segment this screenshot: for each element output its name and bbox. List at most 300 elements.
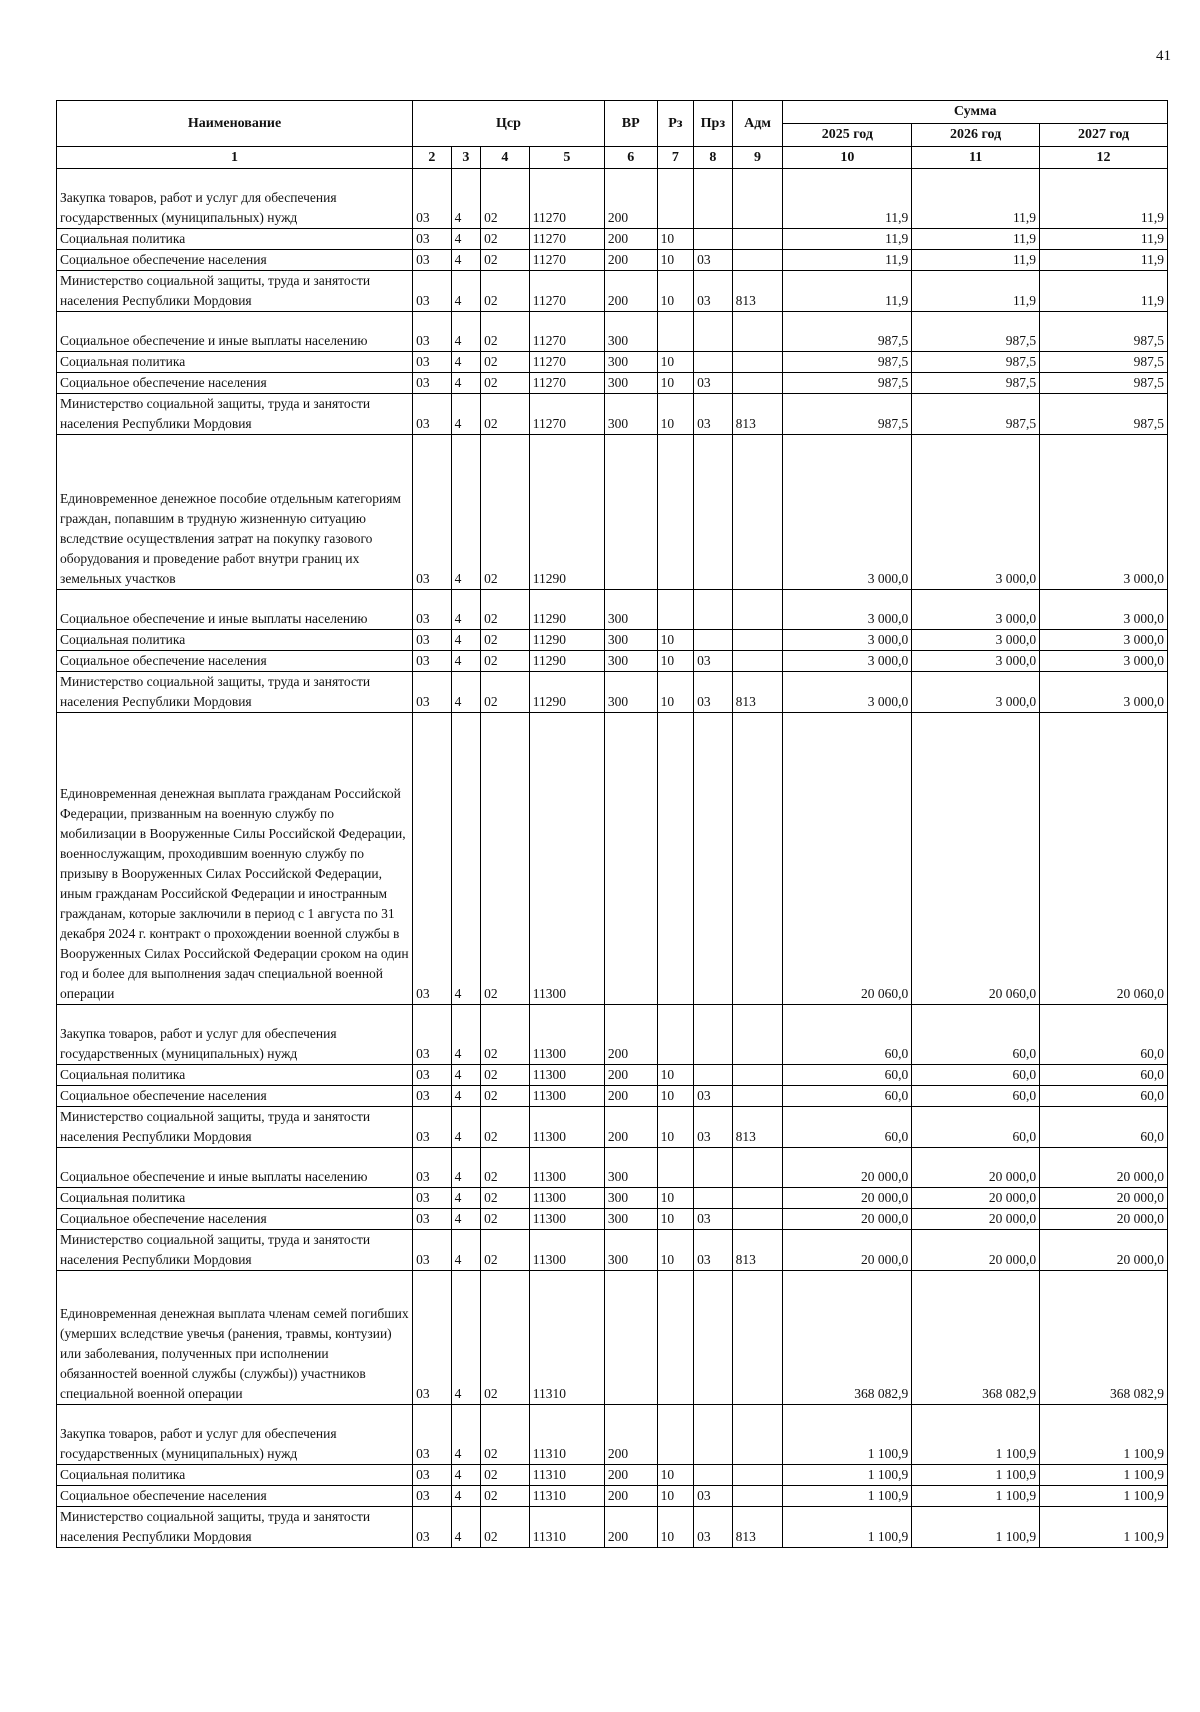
row-name: Единовременное денежное пособие отдельным категориям граждан, попавшим в трудную жизненную ситуацию вследствие осуществления затрат на покупку газового оборудования и проведение работ внутри границ их земельных участков [57,435,413,590]
adm-code [732,1005,783,1065]
prz-code: 03 [694,1209,733,1230]
csr-part-3: 4 [451,1465,480,1486]
csr-part-5: 11310 [529,1405,604,1465]
csr-part-2: 03 [413,352,452,373]
prz-code: 03 [694,1230,733,1271]
prz-code: 03 [694,250,733,271]
amount-2025: 60,0 [783,1005,912,1065]
header-year-2027: 2027 год [1040,124,1168,147]
amount-2027: 3 000,0 [1040,435,1168,590]
amount-2027: 60,0 [1040,1086,1168,1107]
row-name: Министерство социальной защиты, труда и занятости населения Республики Мордовия [57,672,413,713]
amount-2027: 20 000,0 [1040,1230,1168,1271]
amount-2026: 1 100,9 [912,1465,1040,1486]
column-number: 8 [694,147,733,169]
amount-2026: 368 082,9 [912,1271,1040,1405]
amount-2025: 987,5 [783,312,912,352]
table-row [57,1148,1168,1188]
csr-part-4: 02 [481,590,530,630]
amount-2026: 60,0 [912,1065,1040,1086]
vr-code: 200 [604,1486,657,1507]
vr-code: 200 [604,1465,657,1486]
adm-code: 813 [732,1230,783,1271]
adm-code [732,1209,783,1230]
amount-2027: 20 060,0 [1040,713,1168,1005]
amount-2025: 1 100,9 [783,1405,912,1465]
csr-part-5: 11290 [529,590,604,630]
table-row [57,352,1168,373]
csr-part-4: 02 [481,169,530,229]
csr-part-3: 4 [451,250,480,271]
page-number: 41 [1156,48,1171,64]
amount-2026: 3 000,0 [912,672,1040,713]
amount-2026: 60,0 [912,1107,1040,1148]
column-number: 10 [783,147,912,169]
csr-part-5: 11300 [529,1086,604,1107]
csr-part-4: 02 [481,229,530,250]
csr-part-3: 4 [451,1005,480,1065]
header-adm: Адм [732,101,783,147]
rz-code: 10 [657,352,694,373]
vr-code: 200 [604,271,657,312]
csr-part-3: 4 [451,1507,480,1548]
prz-code: 03 [694,373,733,394]
table-row [57,394,1168,435]
prz-code [694,1405,733,1465]
csr-part-2: 03 [413,435,452,590]
prz-code [694,229,733,250]
rz-code: 10 [657,1107,694,1148]
csr-part-2: 03 [413,1005,452,1065]
amount-2027: 987,5 [1040,394,1168,435]
prz-code [694,1271,733,1405]
csr-part-4: 02 [481,1486,530,1507]
csr-part-4: 02 [481,1188,530,1209]
amount-2025: 11,9 [783,169,912,229]
prz-code [694,1188,733,1209]
adm-code: 813 [732,672,783,713]
csr-part-4: 02 [481,394,530,435]
csr-part-2: 03 [413,1107,452,1148]
rz-code: 10 [657,672,694,713]
prz-code [694,435,733,590]
rz-code [657,590,694,630]
csr-part-3: 4 [451,590,480,630]
vr-code: 300 [604,373,657,394]
row-name: Социальная политика [57,352,413,373]
csr-part-2: 03 [413,271,452,312]
row-name: Социальная политика [57,1188,413,1209]
rz-code: 10 [657,229,694,250]
amount-2025: 3 000,0 [783,590,912,630]
amount-2025: 60,0 [783,1086,912,1107]
row-name: Социальное обеспечение населения [57,1086,413,1107]
rz-code [657,1271,694,1405]
csr-part-4: 02 [481,713,530,1005]
amount-2025: 3 000,0 [783,672,912,713]
amount-2025: 20 000,0 [783,1148,912,1188]
row-name: Социальная политика [57,229,413,250]
csr-part-5: 11270 [529,250,604,271]
csr-part-5: 11270 [529,394,604,435]
amount-2025: 20 000,0 [783,1188,912,1209]
amount-2025: 11,9 [783,229,912,250]
amount-2027: 987,5 [1040,312,1168,352]
adm-code [732,229,783,250]
csr-part-5: 11300 [529,1107,604,1148]
adm-code [732,373,783,394]
row-name: Закупка товаров, работ и услуг для обеспечения государственных (муниципальных) нужд [57,1005,413,1065]
table-row [57,1005,1168,1065]
row-name: Социальное обеспечение и иные выплаты населению [57,590,413,630]
header-year-2026: 2026 год [912,124,1040,147]
csr-part-5: 11300 [529,1188,604,1209]
rz-code: 10 [657,1486,694,1507]
amount-2026: 987,5 [912,373,1040,394]
amount-2027: 11,9 [1040,169,1168,229]
amount-2026: 20 060,0 [912,713,1040,1005]
amount-2026: 11,9 [912,229,1040,250]
row-name: Социальная политика [57,1065,413,1086]
row-name: Социальное обеспечение населения [57,1486,413,1507]
amount-2025: 1 100,9 [783,1507,912,1548]
amount-2027: 987,5 [1040,352,1168,373]
table-header [57,101,1168,169]
vr-code: 300 [604,352,657,373]
table-row [57,271,1168,312]
csr-part-3: 4 [451,1065,480,1086]
prz-code [694,1465,733,1486]
table-body [57,169,1168,1548]
csr-part-5: 11300 [529,1005,604,1065]
amount-2025: 3 000,0 [783,630,912,651]
csr-part-2: 03 [413,1148,452,1188]
csr-part-5: 11270 [529,271,604,312]
vr-code: 200 [604,1507,657,1548]
csr-part-2: 03 [413,169,452,229]
row-name: Социальное обеспечение населения [57,250,413,271]
row-name: Закупка товаров, работ и услуг для обеспечения государственных (муниципальных) нужд [57,169,413,229]
csr-part-5: 11300 [529,1148,604,1188]
csr-part-4: 02 [481,672,530,713]
amount-2027: 1 100,9 [1040,1405,1168,1465]
vr-code [604,1271,657,1405]
csr-part-3: 4 [451,1230,480,1271]
header-year-2025: 2025 год [783,124,912,147]
csr-part-5: 11270 [529,229,604,250]
amount-2025: 20 000,0 [783,1230,912,1271]
adm-code [732,713,783,1005]
table-row [57,1188,1168,1209]
amount-2026: 20 000,0 [912,1148,1040,1188]
csr-part-4: 02 [481,1271,530,1405]
csr-part-2: 03 [413,651,452,672]
vr-code: 200 [604,1086,657,1107]
row-name: Социальное обеспечение и иные выплаты населению [57,312,413,352]
csr-part-5: 11270 [529,352,604,373]
adm-code [732,1065,783,1086]
csr-part-4: 02 [481,1065,530,1086]
csr-part-5: 11270 [529,373,604,394]
csr-part-3: 4 [451,1148,480,1188]
csr-part-5: 11300 [529,1065,604,1086]
table-row [57,1086,1168,1107]
prz-code [694,352,733,373]
adm-code [732,630,783,651]
csr-part-5: 11310 [529,1271,604,1405]
amount-2025: 3 000,0 [783,435,912,590]
amount-2026: 60,0 [912,1086,1040,1107]
rz-code [657,435,694,590]
amount-2025: 60,0 [783,1107,912,1148]
amount-2026: 20 000,0 [912,1188,1040,1209]
prz-code [694,713,733,1005]
header-rz: Рз [657,101,694,147]
csr-part-4: 02 [481,1405,530,1465]
column-number: 1 [57,147,413,169]
amount-2026: 987,5 [912,352,1040,373]
amount-2025: 987,5 [783,352,912,373]
amount-2026: 3 000,0 [912,651,1040,672]
adm-code [732,312,783,352]
amount-2027: 60,0 [1040,1107,1168,1148]
vr-code [604,435,657,590]
vr-code: 300 [604,672,657,713]
vr-code: 200 [604,1107,657,1148]
adm-code: 813 [732,271,783,312]
header-vr: ВР [604,101,657,147]
rz-code: 10 [657,1065,694,1086]
adm-code [732,651,783,672]
csr-part-3: 4 [451,312,480,352]
amount-2027: 1 100,9 [1040,1465,1168,1486]
amount-2025: 11,9 [783,250,912,271]
csr-part-2: 03 [413,312,452,352]
prz-code: 03 [694,1107,733,1148]
adm-code [732,1271,783,1405]
rz-code: 10 [657,1507,694,1548]
csr-part-2: 03 [413,630,452,651]
csr-part-5: 11300 [529,713,604,1005]
amount-2025: 20 000,0 [783,1209,912,1230]
rz-code: 10 [657,630,694,651]
amount-2025: 987,5 [783,394,912,435]
table-row [57,1209,1168,1230]
vr-code: 300 [604,651,657,672]
table-row [57,713,1168,1005]
amount-2025: 60,0 [783,1065,912,1086]
adm-code [732,435,783,590]
csr-part-3: 4 [451,1486,480,1507]
rz-code: 10 [657,373,694,394]
csr-part-5: 11310 [529,1507,604,1548]
csr-part-2: 03 [413,1405,452,1465]
table-row [57,250,1168,271]
column-number: 3 [451,147,480,169]
vr-code: 300 [604,312,657,352]
amount-2027: 11,9 [1040,271,1168,312]
row-name: Министерство социальной защиты, труда и занятости населения Республики Мордовия [57,271,413,312]
row-name: Министерство социальной защиты, труда и занятости населения Республики Мордовия [57,1507,413,1548]
csr-part-3: 4 [451,1209,480,1230]
vr-code: 300 [604,1209,657,1230]
prz-code: 03 [694,651,733,672]
csr-part-2: 03 [413,1230,452,1271]
vr-code: 300 [604,1230,657,1271]
csr-part-3: 4 [451,435,480,590]
amount-2025: 1 100,9 [783,1465,912,1486]
table-row [57,590,1168,630]
csr-part-3: 4 [451,1271,480,1405]
vr-code: 200 [604,229,657,250]
csr-part-5: 11290 [529,672,604,713]
row-name: Министерство социальной защиты, труда и занятости населения Республики Мордовия [57,1230,413,1271]
prz-code: 03 [694,394,733,435]
csr-part-4: 02 [481,1230,530,1271]
table-row [57,229,1168,250]
amount-2026: 3 000,0 [912,590,1040,630]
adm-code [732,1188,783,1209]
vr-code: 200 [604,1405,657,1465]
table-row [57,1065,1168,1086]
prz-code [694,630,733,651]
amount-2027: 3 000,0 [1040,672,1168,713]
csr-part-5: 11270 [529,169,604,229]
prz-code: 03 [694,1486,733,1507]
prz-code [694,1148,733,1188]
csr-part-3: 4 [451,713,480,1005]
vr-code: 300 [604,1148,657,1188]
column-number: 11 [912,147,1040,169]
csr-part-5: 11310 [529,1465,604,1486]
amount-2027: 11,9 [1040,229,1168,250]
vr-code: 200 [604,1005,657,1065]
csr-part-4: 02 [481,630,530,651]
amount-2026: 987,5 [912,394,1040,435]
vr-code: 300 [604,394,657,435]
amount-2026: 1 100,9 [912,1405,1040,1465]
csr-part-3: 4 [451,1188,480,1209]
prz-code: 03 [694,1086,733,1107]
prz-code [694,1005,733,1065]
amount-2026: 3 000,0 [912,630,1040,651]
amount-2027: 20 000,0 [1040,1188,1168,1209]
amount-2026: 20 000,0 [912,1230,1040,1271]
adm-code [732,1148,783,1188]
rz-code: 10 [657,1086,694,1107]
row-name: Социальное обеспечение и иные выплаты населению [57,1148,413,1188]
table-row [57,1465,1168,1486]
table-row [57,630,1168,651]
column-number: 5 [529,147,604,169]
csr-part-2: 03 [413,590,452,630]
csr-part-4: 02 [481,1507,530,1548]
amount-2026: 11,9 [912,169,1040,229]
csr-part-4: 02 [481,1107,530,1148]
amount-2027: 1 100,9 [1040,1486,1168,1507]
csr-part-5: 11290 [529,630,604,651]
prz-code [694,1065,733,1086]
row-name: Единовременная денежная выплата гражданам Российской Федерации, призванным на военную службу по мобилизации в Вооруженные Силы Российской Федерации, военнослужащим, проходившим военную службу по призыву в Вооруженных Силах Российской Федерации, иным гражданам Российской Федерации и иностранным гражданам, которые заключили в период с 1 августа по 31 декабря 2024 г. контракт о прохождении военной службы в Вооруженных Силах Российской Федерации сроком на один год и более для выполнения задач специальной военной операции [57,713,413,1005]
table-row [57,1486,1168,1507]
table-row [57,312,1168,352]
csr-part-2: 03 [413,672,452,713]
row-name: Социальная политика [57,1465,413,1486]
amount-2027: 60,0 [1040,1005,1168,1065]
csr-part-4: 02 [481,1086,530,1107]
row-name: Единовременная денежная выплата членам семей погибших (умерших вследствие увечья (ранения, травмы, контузии) или заболевания, полученных при исполнении обязанностей военной службы (службы)) участников специальной военной операции [57,1271,413,1405]
table-row [57,1507,1168,1548]
amount-2025: 3 000,0 [783,651,912,672]
csr-part-2: 03 [413,1465,452,1486]
rz-code: 10 [657,394,694,435]
rz-code [657,312,694,352]
rz-code [657,1405,694,1465]
csr-part-4: 02 [481,250,530,271]
csr-part-4: 02 [481,651,530,672]
amount-2027: 368 082,9 [1040,1271,1168,1405]
csr-part-4: 02 [481,1005,530,1065]
header-name: Наименование [57,101,413,147]
csr-part-4: 02 [481,435,530,590]
budget-table [56,100,1168,1548]
csr-part-2: 03 [413,1065,452,1086]
adm-code [732,250,783,271]
row-name: Социальное обеспечение населения [57,1209,413,1230]
adm-code [732,1086,783,1107]
csr-part-2: 03 [413,1271,452,1405]
table-row [57,435,1168,590]
vr-code [604,713,657,1005]
csr-part-5: 11300 [529,1230,604,1271]
amount-2027: 3 000,0 [1040,651,1168,672]
rz-code: 10 [657,1465,694,1486]
csr-part-4: 02 [481,1148,530,1188]
amount-2025: 20 060,0 [783,713,912,1005]
csr-part-2: 03 [413,250,452,271]
csr-part-3: 4 [451,169,480,229]
adm-code: 813 [732,1107,783,1148]
column-number: 9 [732,147,783,169]
table-row [57,1230,1168,1271]
adm-code [732,1486,783,1507]
prz-code [694,312,733,352]
csr-part-4: 02 [481,1209,530,1230]
rz-code: 10 [657,1209,694,1230]
rz-code [657,1148,694,1188]
csr-part-3: 4 [451,1405,480,1465]
amount-2026: 11,9 [912,250,1040,271]
csr-part-5: 11270 [529,312,604,352]
rz-code: 10 [657,250,694,271]
column-number: 4 [481,147,530,169]
rz-code [657,1005,694,1065]
table-row [57,373,1168,394]
csr-part-3: 4 [451,672,480,713]
prz-code: 03 [694,672,733,713]
row-name: Министерство социальной защиты, труда и занятости населения Республики Мордовия [57,1107,413,1148]
csr-part-2: 03 [413,373,452,394]
adm-code [732,1465,783,1486]
csr-part-3: 4 [451,394,480,435]
csr-part-4: 02 [481,1465,530,1486]
amount-2027: 1 100,9 [1040,1507,1168,1548]
header-prz: Прз [694,101,733,147]
csr-part-4: 02 [481,271,530,312]
prz-code: 03 [694,1507,733,1548]
vr-code: 300 [604,590,657,630]
csr-part-4: 02 [481,373,530,394]
